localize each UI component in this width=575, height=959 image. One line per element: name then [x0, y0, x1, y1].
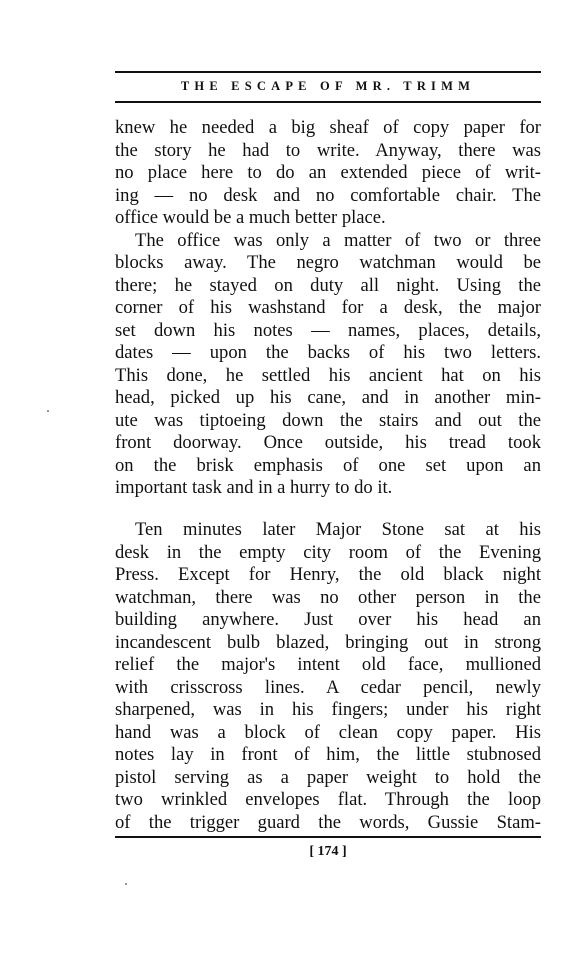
text-line: head, picked up his cane, and in another min- — [115, 387, 541, 408]
text-block-lower — [115, 519, 541, 834]
text-line: important task and in a hurry to do it. — [115, 477, 393, 498]
text-line: corner of his washstand for a desk, the major — [115, 297, 541, 318]
text-line: sharpened, was in his fingers; under his right — [115, 699, 541, 720]
text-line: Press. Except for Henry, the old black night — [115, 564, 541, 585]
text-line: The office was only a matter of two or three — [135, 229, 541, 251]
text-line: This done, he settled his ancient hat on his — [115, 364, 541, 386]
header-rule-top — [115, 71, 541, 73]
paragraph — [115, 230, 541, 500]
text-line: pistol serving as a paper weight to hold the — [115, 766, 541, 788]
text-line: ing — no desk and no comfortable chair. The — [115, 184, 541, 206]
text-line: desk in the empty city room of the Evening — [115, 541, 541, 563]
text-line: there; he stayed on duty all night. Using the — [115, 274, 541, 296]
text-line: watchman, there was no other person in the — [115, 586, 541, 608]
header-rule-bottom — [115, 101, 541, 103]
text-block-upper — [115, 117, 541, 500]
text-line: office would be a much better place. — [115, 207, 386, 228]
text-line: hand was a block of clean copy paper. His — [115, 721, 541, 743]
page-number: [ 174 ] — [309, 844, 347, 859]
text-line: ute was tiptoeing down the stairs and out the — [115, 409, 541, 431]
text-line: Ten minutes later Major Stone sat at his — [135, 519, 541, 540]
text-line: front doorway. Once outside, his tread took — [115, 432, 541, 453]
text-line: knew he needed a big sheaf of copy paper for — [115, 117, 541, 138]
text-line: incandescent bulb blazed, bringing out in strong — [115, 631, 541, 653]
text-line: two wrinkled envelopes flat. Through the loop — [115, 789, 541, 810]
text-line: building anywhere. Just over his head an — [115, 609, 541, 630]
scan-speck — [47, 410, 49, 412]
text-line: no place here to do an extended piece of writ- — [115, 162, 541, 183]
text-line: blocks away. The negro watchman would be — [115, 252, 541, 273]
text-line: on the brisk emphasis of one set upon an — [115, 454, 541, 476]
text-line: of the trigger guard the words, Gussie Stam- — [115, 811, 541, 833]
text-line: set down his notes — names, places, details, — [115, 319, 541, 341]
scan-speck — [125, 883, 127, 885]
text-line: notes lay in front of him, the little stubnosed — [115, 744, 541, 765]
paragraph — [115, 519, 541, 834]
text-line: with crisscross lines. A cedar pencil, newly — [115, 676, 541, 698]
paragraph-continued — [115, 117, 541, 230]
footer-rule — [115, 836, 541, 838]
text-line: relief the major's intent old face, mullioned — [115, 654, 541, 675]
text-line: dates — upon the backs of his two letters. — [115, 342, 541, 363]
text-line: the story he had to write. Anyway, there was — [115, 139, 541, 161]
running-head: THE ESCAPE OF MR. TRIMM — [180, 79, 476, 93]
